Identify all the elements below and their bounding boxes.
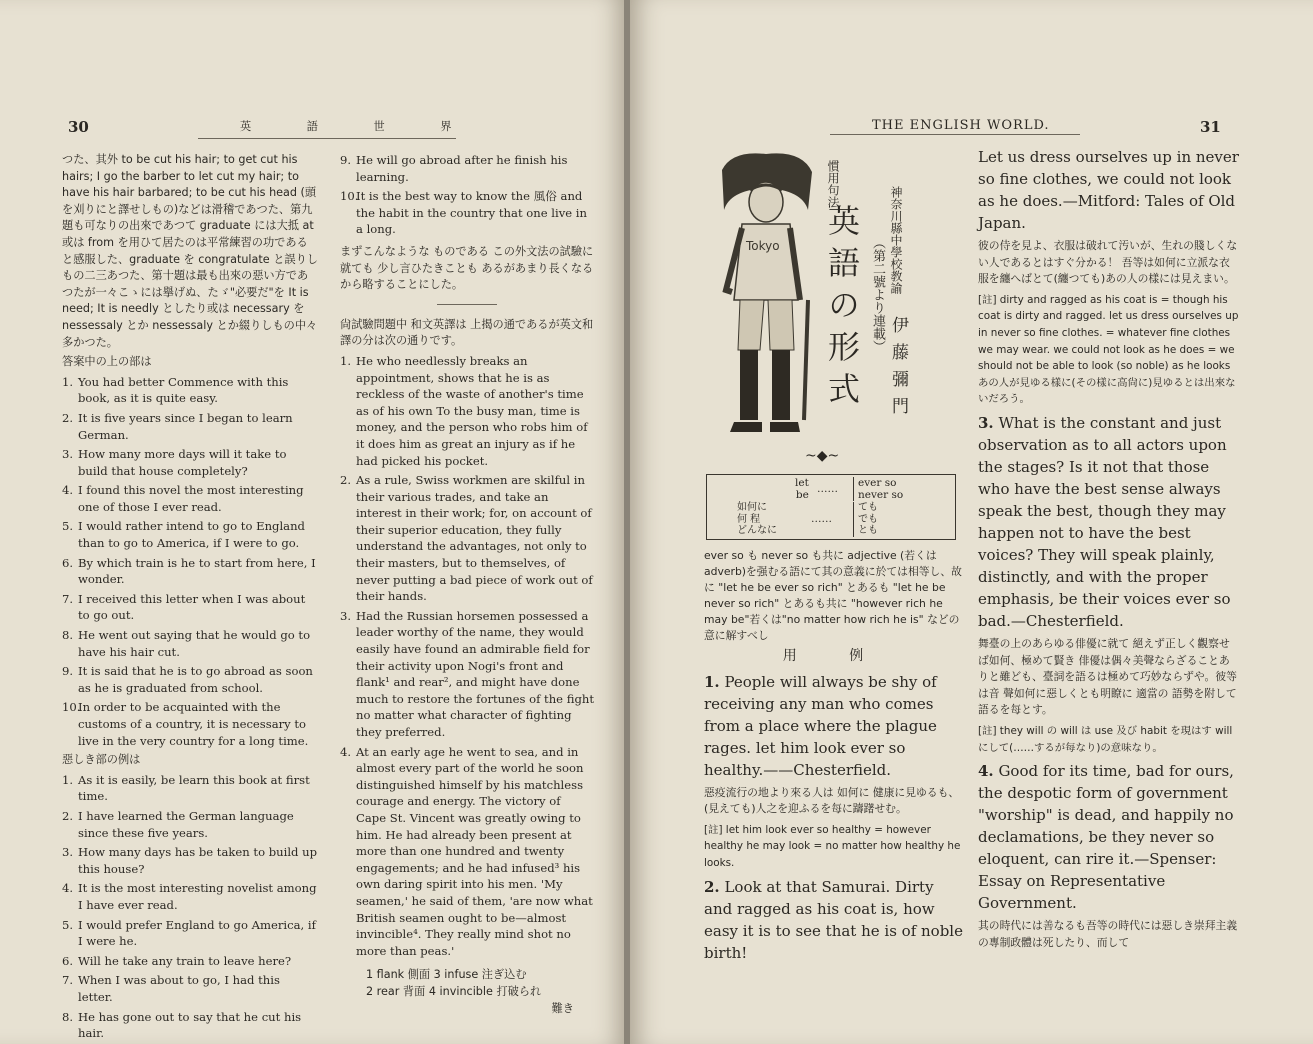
example-3-note: [註] they will の will は use 及び habit を現はす will にして(……するが每なり)の意味なり。 xyxy=(978,724,1233,754)
example-1: 1. People will always be shy of receiving any man who comes from a place where the plague rages. let him look ever so healthy.——Chesterfield. xyxy=(704,672,937,779)
author-name: 伊藤彌門 xyxy=(888,316,908,424)
list-item: 2. As a rule, Swiss workmen are skilful in their various trades, and take an interest in their work; for, on account of their superior education, they fully understand the advantages, not only to their masters, but to themselves, of never putting a bad piece of work out of their hands. xyxy=(340,473,593,604)
intro-paragraph: つた、其外 to be cut his hair; to get cut his hairs; I go the barber to let cut my hair; to have his hair barbared; to be cut his head (頭を刈りにと譯せしもの)などは滑稽であつた、第九題も可なりの出來であつて graduate には大抵 at 或は from を用ひて居たのは平常練習の功であると感服した、graduate を congratulate と誤りしもの二三あつた、第十題は最も出來の惡い方であつたが一々こゝには擧げぬ、たゞ"必要だ"を It is need; It is needly としたり或は necessary を nessessaly とか nessessaly とか綴りしもの中々多かつた。 xyxy=(62,153,318,349)
example-3: 3. What is the constant and just observation as to all actors upon the stages? Is it not that those who have the best sense always speak the best, though they may happen not to have the best voices? They will speak plainly, distinctly, and with the proper emphasis, be their voices ever so bad.—Chesterfield. xyxy=(978,413,1231,630)
list-item: 6. Will he take any train to leave here? xyxy=(62,953,292,968)
example-1-translation: 惡疫流行の地より來る人は 如何に 健康に見ゆるも、(見えても)人之を迎ふるを每に躊躇せむ。 xyxy=(704,785,960,816)
list-item: 5. I would rather intend to go to England than to go to America, if I were to go. xyxy=(62,519,305,551)
vocabulary-notes xyxy=(340,967,594,1017)
example-4: 4. Good for its time, bad for ours, the despotic form of government "worship" is dead, and happily no declamations, be they never so eloquent, can rire it.—Spenser: Essay on Representative Government. xyxy=(978,762,1234,913)
translation-intro: 尙試驗問題中 和文英譯は 上揭の通であるが英文和譯の分は次の通りです。 xyxy=(340,317,594,348)
list-item: 9. It is said that he is to go abroad as soon as he is graduated from school. xyxy=(62,664,313,695)
list-item: 7. I received this letter when I was about to go out. xyxy=(62,591,306,623)
header-rule-left xyxy=(198,138,456,139)
page-number-left: 30 xyxy=(68,118,89,136)
list-item: 9. He will go abroad after he finish his learning. xyxy=(340,153,568,184)
good-answers-list xyxy=(62,374,318,749)
left-column-2 xyxy=(340,152,594,1017)
list-item: 8. He has gone out to say that he cut his hair. xyxy=(62,1009,302,1041)
note-line: 難き xyxy=(551,1001,574,1015)
note-line: 1 flank 側面 3 infuse 注ぎ込む xyxy=(366,968,527,982)
table-dots: …… xyxy=(817,483,838,495)
list-item: 3. Had the Russian horsemen possessed a leader worthy of the name, they would easily have found an admirable field for their activity upon Nogi's front and flank¹ and rear², and might have done much to restore the fortunes of the fight no matter what character of fighting they preferred. xyxy=(340,608,594,739)
player-figure-icon xyxy=(712,150,820,436)
ornament: ~◆~ xyxy=(805,448,840,464)
list-item: 6. By which train is he to start from here, I wonder. xyxy=(62,555,316,587)
list-item: 7. When I was about to go, I had this letter. xyxy=(62,973,280,1004)
example-2-note: [註] dirty and ragged as his coat is = though his coat is dirty and ragged. let us dress ourselves up in never so fine clothes. = whatever fine clothes we may wear. we could not look as he does = we should not be able to look (so noble) as he looks あの人が見ゆる樣に(その樣に高尙に)見ゆるとは出來ないだろう。 xyxy=(978,293,1239,406)
section-divider xyxy=(437,304,497,305)
pattern-table xyxy=(706,474,956,540)
running-head-right: THE ENGLISH WORLD. xyxy=(872,118,1050,133)
list-item: 3. How many days has be taken to build up this house? xyxy=(62,845,318,876)
list-item: 4. It is the most interesting novelist among I have ever read. xyxy=(62,881,317,912)
page-number-right: 31 xyxy=(1200,118,1221,136)
table-cell: 如何に 何 程 どんなに xyxy=(737,502,777,536)
example-4-translation: 其の時代には善なるも吾等の時代には惡しき崇拜主義の專制政體は死したり、而して xyxy=(978,919,1238,949)
examples-heading: 用 例 xyxy=(782,648,888,664)
author-affiliation: 神奈川縣中學校教諭 xyxy=(889,186,903,294)
running-head-left: 英 語 世 界 xyxy=(240,120,478,133)
explanation: ever so も never so も共に adjective (若くは adverb)を强むる語にて其の意義に於ては相等し、故に "let he be ever so rich" とあるも "let he be never so rich" とあるも共に "however rich he may be"若くは"no matter how rich he is" などの意に解すべし xyxy=(704,549,962,642)
example-2-translation: 彼の侍を見よ、衣服は破れて汚いが、生れの賤しくない人であるとはすぐ分かる！ 吾等は如何に立派な衣服を纏へばとて(纏つても)あの人の樣には見えまい。 xyxy=(978,239,1238,286)
baseball-player-illustration xyxy=(712,150,820,436)
left-page xyxy=(0,0,626,1044)
list-item: 1. As it is easily, be learn this book at first time. xyxy=(62,772,310,804)
list-item: 10.In order to be acquainted with the customs of a country, it is necessary to live in the very country for a long time. xyxy=(62,700,309,748)
list-item: 4. At an early age he went to sea, and in almost every part of the world he soon distinguished himself by his matchless courage and energy. The victory of Cape St. Vincent was greatly owing to him. He had already been present at more than one hundred and twenty engagements; and he had infused³ his own daring spirit into his men. 'My seamen,' he said of them, 'are now what British seamen ought to be—almost invincible⁴. They really mind shot no more than peas.' xyxy=(340,744,593,958)
table-cell: ても でも とも xyxy=(853,502,878,537)
category-label: 慣用句法 xyxy=(826,160,840,208)
table-cell: let be xyxy=(795,477,809,501)
note-line: 2 rear 背面 4 invincible 打破られ xyxy=(366,984,542,998)
right-column-2 xyxy=(978,146,1240,955)
list-item: 5. I would prefer England to go America, if I were he. xyxy=(62,917,316,949)
good-answers-heading: 答案中の上の部は xyxy=(62,355,152,369)
table-row-english xyxy=(707,475,955,501)
article-title: 英語の形式 xyxy=(823,204,861,414)
example-2-continued: Let us dress ourselves up in never so fine clothes, we could not look as he does.—Mitford: Tales of Old Japan. xyxy=(978,148,1239,232)
left-column-1 xyxy=(62,152,318,1044)
bad-answers-heading: 惡しき部の例は xyxy=(62,753,141,767)
list-item: 8. He went out saying that he would go to have his hair cut. xyxy=(62,628,311,659)
example-3-translation: 舞臺の上のあらゆる俳優に就て 絕えず正しく觀察せば如何、極めて賢き 俳優は偶々美聲ならざることありと雖ども、臺詞を語るは極めて巧妙ならずや。彼等は音 聲如何に惡しくとも明瞭に 適當の 語勢を附して語るを每とす。 xyxy=(978,636,1237,717)
list-item: 10.It is the best way to know the 風俗 and the habit in the country that one live in a long. xyxy=(340,189,587,237)
list-item: 2. It is five years since I began to learn German. xyxy=(62,410,293,442)
list-item: 1. You had better Commence with this book, as it is quite easy. xyxy=(62,374,289,406)
right-column-1 xyxy=(704,548,966,968)
example-2: 2. Look at that Samurai. Dirty and ragged as his coat is, how easy it is to see that he is of noble birth! xyxy=(704,877,963,962)
list-item: 3. How many more days will it take to build that house completely? xyxy=(62,447,287,478)
svg-text:Tokyo: Tokyo xyxy=(746,239,780,253)
list-item: 4. I found this novel the most interesting one of those I ever read. xyxy=(62,483,304,514)
table-dots: …… xyxy=(811,513,832,525)
series-note: （第二號より連載） xyxy=(870,236,885,353)
list-item: 1. He who needlessly breaks an appointment, shows that he is as reckless of the waste of another's time as of his own To the busy man, time is money, and the person who robs him of it does him as great an injury as if he had picked his pocket. xyxy=(340,353,588,468)
example-1-note: [註] let him look ever so healthy = however healthy he may look = no matter how healthy he looks. xyxy=(704,823,961,869)
list-item: 2. I have learned the German language since these five years. xyxy=(62,808,294,840)
grammar-note: まずこんなような ものである この外文法の試驗に就ても 少し言ひたきことも あるがあまり長くなるから略することにした。 xyxy=(340,244,594,292)
bad-answers-list xyxy=(62,772,318,1042)
header-rule-right xyxy=(830,134,1080,135)
table-cell: ever so never so xyxy=(853,477,903,501)
